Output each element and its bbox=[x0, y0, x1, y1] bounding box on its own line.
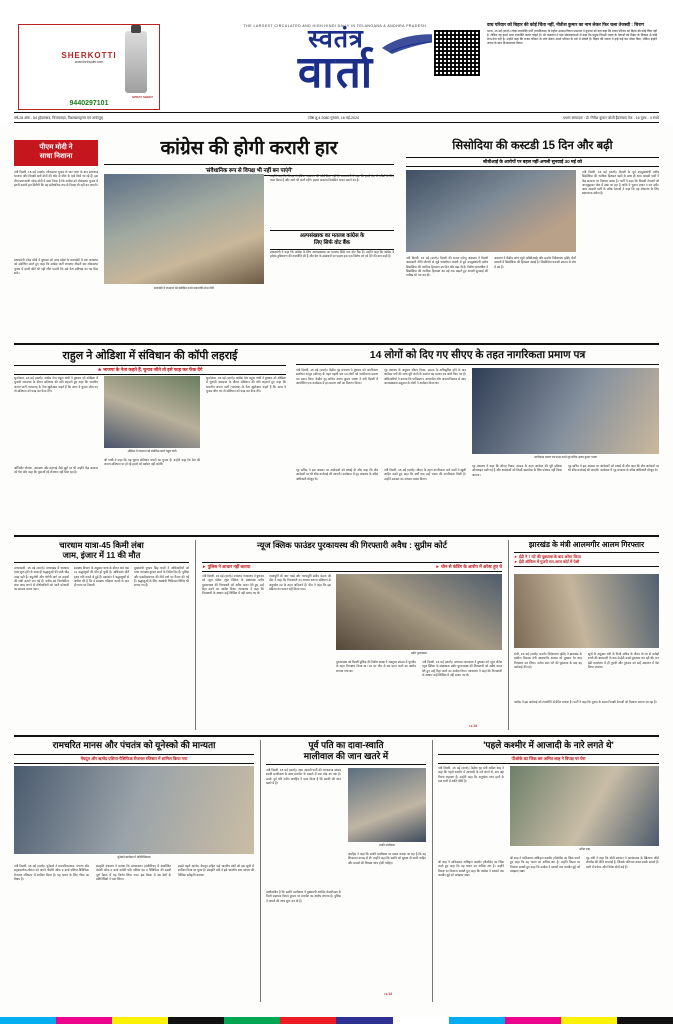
lead-kicker-line1: पीएम मोदी ने bbox=[39, 144, 73, 151]
unesco-photo-caption: यूनेस्को कार्यक्रम में प्रतिनिधिमंडल bbox=[117, 855, 151, 859]
caa-photo-caption: नागरिकता प्रमाण पत्र प्रदान करते गृह सचिव अजय कुमार भल्ला bbox=[534, 455, 597, 459]
sisodia-headline: सिसोदिया की कस्टडी 15 दिन और बढ़ी bbox=[452, 140, 613, 152]
newsclick-photo bbox=[336, 574, 502, 650]
masthead-tagline: THE LARGEST CIRCULATED AND HIGH HINDI DAILY IN TELANGANA & ANDHRA PRADESH bbox=[243, 24, 427, 28]
amitshah-headline: 'पहले कश्मीर में आजादी के नारे लगते थे' bbox=[483, 740, 614, 750]
caa-headline: 14 लोगों को दिए गए सीएए के तहत नागरिकता प्रमाण पत्र bbox=[369, 349, 586, 361]
ad-website: www.theinsider.com bbox=[74, 60, 104, 64]
date-info: ज्येष्ठ शु.4 2080 गुरुवार, 16 मई-2024 bbox=[307, 116, 359, 120]
newsclick-photo-caption: प्रबीर पुरकायस्थ bbox=[411, 651, 427, 655]
maliwal-divider bbox=[266, 764, 426, 765]
section-three bbox=[14, 540, 659, 733]
amitshah-photo-caption: अमित शाह bbox=[578, 847, 591, 851]
section-divider-1 bbox=[14, 343, 659, 345]
caa-body-col3: गृह सचिव ने इस अवसर पर आवेदकों को बधाई दी और कहा कि शेष आवेदनों पर भी शीघ्र कार्रवाई की जाएगी। कार्यक्रम में गृह मंत्रालय के वरिष्ठ अधिकारी मौजूद थे। bbox=[296, 468, 378, 481]
sisodia-sub-headline: सीबीआई के आरोपों पर बहस नहीं-अगली सुनवाई 30 मई को bbox=[406, 157, 659, 167]
alamgir-photo bbox=[514, 574, 659, 648]
alamgir-headline: झारखंड के मंत्री आलमगीर आलम गिरफ्तार bbox=[528, 540, 645, 549]
amitshah-sub-headline: पीओके का जिक्र कर अमित शाह ने विपक्ष पर घेरा bbox=[438, 754, 659, 764]
modi-rally-photo bbox=[104, 174, 264, 284]
newsclick-body-col4: नयी दिल्ली, 15 मई (वार्ता)। उच्चतम न्यायालय ने बुधवार को न्यूज पोर्टल न्यूज क्लिक के संस्थापक प्रबीर पुरकायस्थ की गिरफ्तारी को अवैध करार देते हुए उन्हें रिहा करने का आदेश दिया। न्यायालय ने कहा कि गिरफ्तारी के आधार उन्हें लिखित में नहीं बताए गए थे। bbox=[422, 660, 502, 677]
vertical-rule-3 bbox=[260, 740, 261, 1002]
rahul-sub-headline bbox=[14, 365, 286, 375]
alamgir-body-col3: कांग्रेस ने इस कार्रवाई को राजनीति से प्रेरित बताया है। पार्टी ने कहा कि चुनाव के समय विपक्षी नेताओं को निशाना बनाया जा रहा है। bbox=[514, 700, 657, 704]
section-divider-3 bbox=[14, 735, 659, 737]
maliwal-body-col3: उल्लेखनीय है कि स्वाति मालीवाल ने मुख्यमंत्री अरविंद केजरीवाल के निजी सहायक बिभव कुमार पर मारपीट का आरोप लगाया है। पुलिस ने मामले की जांच शुरू कर दी है। bbox=[266, 890, 341, 903]
caa-body-col2: गृह मंत्रालय के अनुसार सीएए नियम, 2024 के अधिसूचित होने के बाद आवेदन पत्रों की जांच पूरी करने के उपरांत यह प्रमाण पत्र जारी किए गए हैं। अधिकारियों ने बताया कि पाकिस्तान, बांग्लादेश और अफगानिस्तान से आए अल्पसंख्यक समुदाय के लोगों ने आवेदन किया था। bbox=[384, 368, 466, 385]
chardham-headline bbox=[14, 540, 189, 560]
editor-info: प्रधान सम्पादक : डॉ. गिरीश कुमार जोशी हैदराबाद पेज - 16 मूल्य - 4 रुपये bbox=[563, 116, 659, 120]
lead-left-column-body2: प्रधानमंत्री नरेन्द्र मोदी ने बुधवार को उत्तर प्रदेश के बाराबंकी में एक जनसभा को संबोधित करते हुए कहा कि कांग्रेस पार्टी लगातार तीसरी बार लोकसभा चुनाव में इतनी सीटें भी नहीं जीत पाएगी कि उसे नेता प्रतिपक्ष का पद मिल सके। bbox=[14, 258, 98, 275]
masthead-meta bbox=[14, 116, 659, 121]
rahul-body-col1b: अग्निवीर योजना, आरक्षण और महंगाई जैसे मुद्दों पर भी उन्होंने केंद्र सरकार को घेरा और कहा कि युवाओं को रोजगार नहीं मिल रहा है। bbox=[14, 466, 98, 475]
alamgir-body-col2: सूत्रों के अनुसार मंत्री के निजी सचिव के नौकर के घर से करोड़ों रुपये की बरामदगी के बाद से ईडी उनसे पूछताछ कर रही थी। रात ईडी कार्यालय में ही गुजरी और गुरुवार को उन्हें अदालत में पेश किया जाएगा। bbox=[588, 652, 659, 669]
chardham-divider bbox=[14, 562, 189, 563]
maliwal-headline-line2: मालीवाल की जान खतरे में bbox=[303, 751, 389, 761]
unesco-photo bbox=[14, 766, 254, 854]
newsclick-headline: न्यूज क्लिक फाउंडर पुरकायस्थ की गिरफ्तारी अवैध : सुप्रीम कोर्ट bbox=[257, 540, 447, 550]
maliwal-body-col1: नयी दिल्ली, 15 मई (वार्ता)। आम आदमी पार्टी की राज्यसभा सांसद स्वाति मालीवाल के साथ मारपीट के मामले में नया मोड़ आ गया है। उनके पूर्व पति नवीन जयहिंद ने दावा किया है कि स्वाति की जान खतरे में है। bbox=[266, 768, 341, 785]
maliwal-body-col2: जयहिंद ने कहा कि स्वाति मालीवाल पर दबाव बनाया जा रहा है कि वह शिकायत वापस ले लें। उन्होंने कहा कि स्वाति को सुरक्षा दी जानी चाहिए और मामले की निष्पक्ष जांच होनी चाहिए। bbox=[348, 852, 426, 865]
lead-inset-box-body: प्रधानमंत्री ने कहा कि कांग्रेस के लिए अल्पसंख्यक का मतलब सिर्फ एक वोट बैंक है। उन्होंने कहा कि कांग्रेस ने हमेशा तुष्टिकरण की राजनीति की है और देश के संसाधनों पर पहला हक एक विशेष वर्ग को देने की बात कही है। bbox=[270, 250, 394, 259]
newsclick-sub2: ► चीन से फंडिंग के आरोप में अरेस्ट हुए थे bbox=[435, 564, 502, 569]
alamgir-bullets bbox=[514, 552, 659, 567]
side-story-headline: वाघ परिवार को बिहार की कोई चिंता नहीं, नीतीश कुमार का नाम लेकर फिर चला तेजस्वी : चिराग bbox=[487, 22, 644, 27]
maliwal-headline-line1: पूर्व पति का दावा-स्वाति bbox=[308, 740, 384, 750]
section-two bbox=[14, 348, 659, 533]
alamgir-body-col1: रांची, 15 मई (वार्ता)। प्रवर्तन निदेशालय (ईडी) ने झारखंड के ग्रामीण विकास मंत्री आलमगीर आलम को बुधवार देर शाम गिरफ्तार कर लिया। करीब सात घंटे की पूछताछ के बाद यह कार्रवाई की गई। bbox=[514, 652, 582, 669]
maliwal-continued-marker[interactable]: ।►14 bbox=[384, 992, 392, 996]
newsclick-continued-marker[interactable]: ।►14 bbox=[469, 724, 477, 728]
inset-title-line1: अल्पसंख्यक का मतलब कांग्रेस के bbox=[299, 233, 365, 239]
caa-body-col6: गृह सचिव ने इस अवसर पर आवेदकों को बधाई दी और कहा कि शेष आवेदनों पर भी शीघ्र कार्रवाई की जाएगी। कार्यक्रम में गृह मंत्रालय के वरिष्ठ अधिकारी मौजूद थे। bbox=[568, 464, 659, 473]
masthead-title-line1: स्वतंत्र bbox=[308, 25, 364, 53]
unesco-sub-headline: मेघदूत और ऋग्वेद एशिया-पैसिफिक रीजनल रजिस्टर में शामिल किया गया bbox=[14, 754, 254, 764]
unesco-headline: रामचरित मानस और पंचतंत्र को यूनेस्को की मान्यता bbox=[52, 740, 216, 750]
chardham-body-col1: उत्तरकाशी, 15 मई (वार्ता)। उत्तराखंड में चारधाम यात्रा शुरू होने के साथ ही श्रद्धालुओं की भारी भीड़ उमड़ पड़ी है। यमुनोत्री और गंगोत्री मार्ग पर वाहनों की लंबी कतारें लग गई हैं। करीब 45 किलोमीटर लंबा जाम लगने से तीर्थयात्रियों को भारी परेशानी का सामना करना पड़ा। bbox=[14, 566, 69, 592]
rahul-body-col3: भुवनेश्वर, 15 मई (वार्ता)। कांग्रेस नेता राहुल गांधी ने बुधवार को ओडिशा में चुनावी जनसभा के दौरान संविधान की प्रति लहराते हुए कहा कि भारतीय जनता पार्टी (भाजपा) के नेता खुलेआम कहते हैं कि अगर वे चुनाव जीत गए तो संविधान को फाड़ कर फेंक देंगे। bbox=[206, 376, 286, 393]
amitshah-body-col3: गृह मंत्री ने कहा कि मोदी सरकार ने आतंकवाद के खिलाफ जीरो टॉलरेंस की नीति अपनाई है, जिसके परिणाम आज सबके सामने हैं। घाटी में पर्यटन और निवेश दोनों बढ़े हैं। bbox=[586, 856, 659, 869]
caa-ceremony-photo bbox=[472, 368, 659, 454]
newsclick-sub1: ► पुलिस ने आधार नहीं बताया bbox=[202, 564, 251, 569]
bullet-star-icon: ★ bbox=[97, 367, 103, 372]
newsclick-subbar bbox=[202, 562, 502, 572]
lead-center-body: उन्होंने कहा कि विपक्ष के इंडिया गठबंधन की कोई दिशा नहीं है। प्रधानमंत्री ने कहा कि हमने देश में गरीबों के लिए काम किया है और आगे भी करते रहेंगे। हमारा संकल्प विकसित भारत बनाने का है। bbox=[270, 174, 394, 183]
masthead-divider-top bbox=[14, 112, 659, 113]
lead-left-column-body: नयी दिल्ली, 15 मई (वार्ता)। लोकसभा चुनाव के चार चरण के बाद सत्तारूढ़ भाजपा और विपक्षी दलों दोनों की ओर से जीत के दावे किये जा रहे हैं। इस बीच प्रधानमंत्री नरेन्द्र मोदी ने दावा किया है कि कांग्रेस को लोकसभा चुनाव में इतनी करारी हार मिलेगी कि वह संवैधानिक रूप से विपक्ष भी नहीं बन पाएगी। bbox=[14, 170, 98, 187]
ad-brand-name: SHERKOTTI bbox=[61, 51, 117, 60]
chardham-headline-line2: जाम, इंजार में 11 की मौत bbox=[62, 550, 141, 560]
sisodia-photo bbox=[406, 170, 576, 252]
caa-body-col1: नयी दिल्ली, 15 मई (वार्ता)। केंद्रीय गृह मंत्रालय ने बुधवार को नागरिकता संशोधन कानून (सीएए) के तहत पहली बार 14 लोगों को नागरिकता प्रमाण पत्र प्रदान किए। केंद्रीय गृह सचिव अजय कुमार भल्ला ने नयी दिल्ली में आयोजित एक कार्यक्रम में इन प्रमाण पत्रों का वितरण किया। bbox=[296, 368, 378, 385]
lead-kicker-badge bbox=[14, 140, 98, 166]
rahul-body-col2: श्री गांधी ने कहा कि यह चुनाव संविधान बचाने का चुनाव है। उन्होंने कहा कि देश की जनता संविधान पर हो रहे हमले को बर्दाश्त नहीं करेगी। bbox=[104, 458, 200, 467]
advertisement-left[interactable] bbox=[18, 24, 160, 110]
lead-sub-headline: 'संवैधानिक रूप से विपक्ष भी नहीं बन पाएंगे' bbox=[104, 164, 394, 176]
aap-reaction-body: नयी दिल्ली, 15 मई (वार्ता)। दिल्ली के पूर्व उपमुख्यमंत्री मनीष सिसोदिया की न्यायिक हिरासत बढ़ने के साथ ही आम आदमी पार्टी ने केंद्र सरकार पर निशाना साधा है। पार्टी ने कहा कि विपक्षी नेताओं को जानबूझकर जेल में रखा जा रहा है ताकि वे चुनाव प्रचार न कर सकें। आम आदमी पार्टी के वरिष्ठ नेताओं ने कहा कि यह लोकतंत्र के लिए खतरनाक संकेत है। bbox=[582, 170, 659, 196]
lead-inset-box-title bbox=[270, 230, 394, 250]
edition-info: वर्ष-28 अंक - 54 (हैदराबाद, विजयवाड़ा, विशाखापट्टनम एवं अनंतपुर) bbox=[14, 116, 104, 120]
modi-photo-caption: बाराबंकी में जनसभा को संबोधित करते प्रधानमंत्री नरेन्द्र मोदी bbox=[154, 286, 214, 290]
alamgir-bullet-1: ► ईडी ने 7 घंटे की पूछताछ के बाद अरेस्ट किया bbox=[514, 554, 581, 559]
unesco-body-col2: संस्कृति मंत्रालय ने बताया कि उलानबटार (मंगोलिया) में आयोजित मेमोरी ऑफ द वर्ल्ड कमेटी फॉर एशिया एंड द पैसिफिक की दसवीं पूर्ण बैठक में यह निर्णय लिया गया। इस बैठक में 38 देशों के प्रतिनिधियों ने भाग लिया। bbox=[96, 864, 171, 881]
newsclick-body-col3: पुरकायस्थ को दिल्ली पुलिस की विशेष शाखा ने अक्टूबर 2023 में यूएपीए के तहत गिरफ्तार किया था। उन पर चीन से धन प्राप्त करने का आरोप लगाया गया था। bbox=[336, 660, 416, 673]
rahul-photo-caption: ओडिशा में जनसभा को संबोधित करते राहुल गांधी bbox=[127, 449, 177, 453]
amitshah-body-col1: नयी दिल्ली, 15 मई (वार्ता)। केंद्रीय गृह मंत्री अमित शाह ने कहा कि पहले कश्मीर में आजादी के नारे लगते थे, अब वहां तिरंगा लहराता है। उन्होंने कहा कि अनुच्छेद 370 हटने के बाद घाटी में शांति लौटी है। bbox=[438, 766, 504, 783]
vertical-rule-2 bbox=[508, 540, 509, 730]
sisodia-body: नयी दिल्ली, 15 मई (वार्ता)। दिल्ली की राउज एवेन्यू अदालत ने दिल्ली आबकारी नीति घोटाले से जुड़े धनशोधन मामले में पूर्व उपमुख्यमंत्री मनीष सिसोदिया की न्यायिक हिरासत 15 दिन और बढ़ा दी है। विशेष न्यायाधीश ने सिसोदिया की न्यायिक हिरासत 30 मई तक बढ़ाते हुए अगली सुनवाई की तारीख भी तय कर दी। bbox=[406, 256, 488, 278]
product-bottle-icon bbox=[125, 31, 147, 93]
vertical-rule-4 bbox=[432, 740, 433, 1002]
maliwal-photo bbox=[348, 768, 426, 842]
unesco-body-col3: इससे पहले ऋग्वेद, मेघदूत सहित कई भारतीय ग्रंथों को इस सूची में शामिल किया जा चुका है। संस्कृति मंत्री ने इसे भारतीय ज्ञान परंपरा की वैश्विक स्वीकृति बताया। bbox=[178, 864, 254, 877]
section-four bbox=[14, 740, 659, 1010]
masthead-divider-bottom bbox=[14, 122, 659, 123]
rahul-headline: राहुल ने ओडिशा में संविधान की कॉपी लहराई bbox=[62, 350, 238, 362]
chardham-body-col3: मुख्यमंत्री पुष्कर सिंह धामी ने अधिकारियों को यात्रा व्यवस्था दुरुस्त करने के निर्देश दिए हैं। पुलिस और एसडीआरएफ की टीमें मार्ग पर तैनात की गई हैं। श्रद्धालुओं के लिए अस्थायी चिकित्सा शिविर भी लगाए गए हैं। bbox=[134, 566, 189, 588]
rahul-photo bbox=[104, 376, 200, 448]
caa-divider bbox=[296, 364, 659, 365]
lead-kicker-line2: साधा निशाना bbox=[39, 153, 73, 160]
qr-code[interactable] bbox=[432, 28, 482, 78]
vertical-rule-1 bbox=[195, 540, 196, 730]
color-registration-strip bbox=[0, 1017, 673, 1024]
newsclick-body-col1: नयी दिल्ली, 15 मई (वार्ता)। उच्चतम न्यायालय ने बुधवार को न्यूज पोर्टल न्यूज क्लिक के संस्थापक प्रबीर पुरकायस्थ की गिरफ्तारी को अवैध करार देते हुए उन्हें रिहा करने का आदेश दिया। न्यायालय ने कहा कि गिरफ्तारी के आधार उन्हें लिखित में नहीं बताए गए थे। bbox=[202, 574, 264, 596]
lead-main-headline: कांग्रेस की होगी करारी हार bbox=[160, 138, 338, 159]
amitshah-photo bbox=[510, 766, 659, 846]
ad-product-label: SPRAY SHEET bbox=[132, 95, 153, 99]
masthead-side-story bbox=[487, 22, 657, 110]
inset-title-line2: लिए सिर्फ वोट बैंक bbox=[313, 240, 351, 246]
lead-story-section bbox=[14, 140, 659, 340]
amitshah-body-col2: श्री शाह ने पाकिस्तान अधिकृत कश्मीर (पीओके) का जिक्र करते हुए कहा कि वह भारत का अभिन्न अंग है। उन्होंने विपक्ष पर निशाना साधते हुए कहा कि कांग्रेस ने दशकों तक कश्मीर मुद्दे को उलझाए रखा। bbox=[510, 856, 580, 873]
section-divider-2 bbox=[14, 535, 659, 537]
side-story-body: पटना, 15 मई (वार्ता)। लोक जनशक्ति पार्टी (रामविलास) के राष्ट्रीय अध्यक्ष चिराग पासवान ने बुधवार को यहां कहा कि राजद परिवार को बिहार की कोई चिंता नहीं है, लेकिन वह हमारे साथ राजनीति करना चाहते हैं। श्री पासवान ने यहां संवाददाताओं से कहा कि प्रमुख विपक्षी राजद के नेताओं को बिहार के विकास से कोई लेना-देना नहीं है। उन्होंने कहा कि राजद परिवार के लोग केवल अपने परिवार के बारे में सोचते हैं। बिहार की जनता ने इन्हें कई बार मौका दिया, लेकिन इन्होंने जनता के साथ विश्वासघात किया। bbox=[487, 29, 657, 45]
amitshah-body-col4: श्री शाह ने पाकिस्तान अधिकृत कश्मीर (पीओके) का जिक्र करते हुए कहा कि वह भारत का अभिन्न अंग है। उन्होंने विपक्ष पर निशाना साधते हुए कहा कि कांग्रेस ने दशकों तक कश्मीर मुद्दे को उलझाए रखा। bbox=[438, 860, 504, 877]
unesco-body-col1: नयी दिल्ली, 15 मई (वार्ता)। यूनेस्को ने रामचरितमानस, पंचतंत्र और सहृदयलोक-लोकन को अपने 'मेमोरी ऑफ द वर्ल्ड एशिया-पैसिफिक रीजनल रजिस्टर' में शामिल किया है। यह भारत के लिए गौरव का विषय है। bbox=[14, 864, 89, 881]
caa-body-col5: गृह मंत्रालय ने कहा कि सीएए नियम, 2024 के तहत आवेदन की पूरी प्रक्रिया ऑनलाइन रखी गई है और आवेदकों को किसी दस्तावेज के लिए परेशान नहीं किया जाएगा। bbox=[472, 464, 562, 477]
chardham-headline-line1: चारधाम यात्रा-45 किमी लंबा bbox=[59, 540, 144, 550]
maliwal-headline bbox=[266, 740, 426, 762]
masthead bbox=[0, 0, 673, 125]
rahul-sub-text: भाजपा के नेता कहते हैं, चुनाव जीते तो इसे फाड़ कर फेंक देंगे bbox=[102, 367, 203, 372]
sisodia-body2: अदालत ने केंद्रीय जांच ब्यूरो (सीबीआई) और प्रवर्तन निदेशालय (ईडी) दोनों मामलों में सिसोदिया की हिरासत बढ़ाई है। सिसोदिया फरवरी 2023 से जेल में बंद हैं। bbox=[494, 256, 576, 269]
ad-phone-number[interactable]: 9440297101 bbox=[69, 100, 109, 107]
caa-body-col4: नयी दिल्ली, 15 मई (वार्ता)। सीएए के तहत नागरिकता पाने वालों ने खुशी जाहिर करते हुए कहा कि वर्षों बाद उन्हें भारत की नागरिकता मिली है। उन्होंने सरकार का आभार व्यक्त किया। bbox=[384, 468, 466, 481]
masthead-title-line2: वार्ता bbox=[297, 48, 375, 97]
chardham-body-col2: स्वास्थ्य विभाग के अनुसार यात्रा के दौरान अब तक 11 श्रद्धालुओं की मौत हो चुकी है। अधिकांश मौतें हृदय गति रुकने से हुई हैं। प्रशासन ने श्रद्धालुओं से अपील की है कि वे स्वास्थ्य परीक्षण कराने के बाद ही यात्रा पर निकलें। bbox=[74, 566, 129, 588]
maliwal-photo-caption: स्वाति मालीवाल bbox=[379, 843, 395, 847]
alamgir-bullet-2: ► ईडी ऑफिस में गुजरी रात-आज कोर्ट में पेशी bbox=[514, 559, 580, 565]
newsclick-body-col2: न्यायमूर्ति बी आर गवई और न्यायमूर्ति संदीप मेहता की पीठ ने कहा कि गिरफ्तारी का आधार बताना संविधान के अनुच्छेद 22 के तहत अनिवार्य है। पीठ ने कहा कि इस प्रक्रिया का पालन नहीं किया गया। bbox=[269, 574, 331, 591]
rahul-body-col1: भुवनेश्वर, 15 मई (वार्ता)। कांग्रेस नेता राहुल गांधी ने बुधवार को ओडिशा में चुनावी जनसभा के दौरान संविधान की प्रति लहराते हुए कहा कि भारतीय जनता पार्टी (भाजपा) के नेता खुलेआम कहते हैं कि अगर वे चुनाव जीत गए तो संविधान को फाड़ कर फेंक देंगे। bbox=[14, 376, 98, 393]
